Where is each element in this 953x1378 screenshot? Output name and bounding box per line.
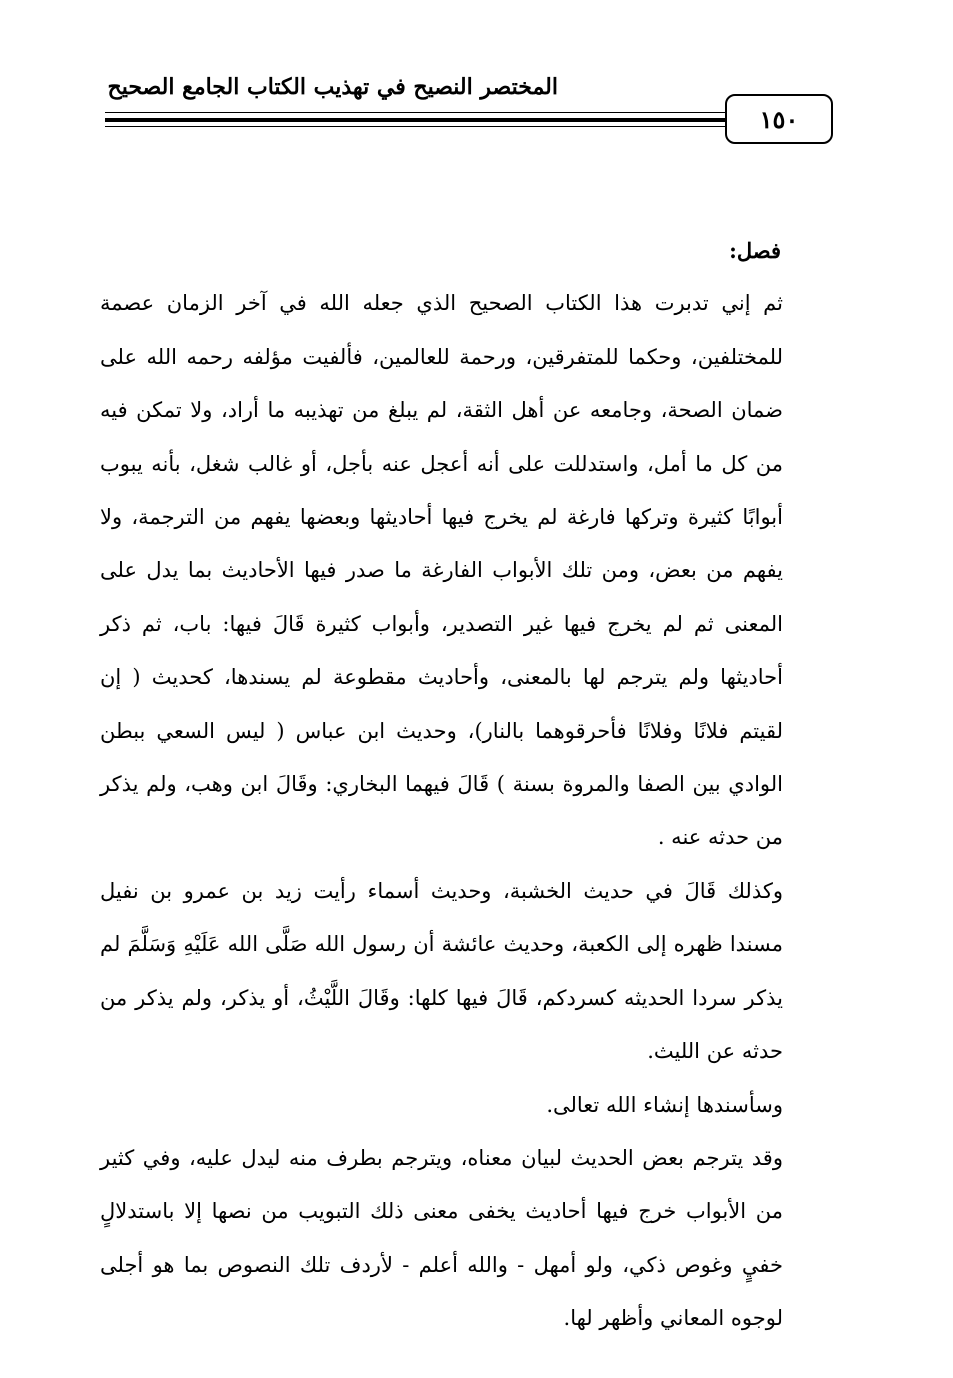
page-header [105, 64, 835, 154]
section-heading: فصل: [729, 238, 781, 263]
paragraph-1: ثم إني تدبرت هذا الكتاب الصحيح الذي جعله الله في آخر الزمان عصمة للمختلفين، وحكما للمتفرقين، ورحمة للعالمين، فألفيت مؤلفه رحمه الله على ضمان الصحة، وجامعه عن أهل الثقة، لم يبلغ من تهذيبه ما أراد، ولا تمكن فيه من كل ما أمل، واستدللت على أنه أعجل عنه بأجل، أو غالب شغل، بأنه يبوب أبوابًا كثيرة وتركها فارغة لم يخرج فيها أحاديثها وبعضها يفهم من الترجمة، ولا يفهم من بعض، ومن تلك الأبواب الفارغة ما صدر فيها الأحاديث بما يدل على المعنى ثم لم يخرج فيها غير التصدير، وأبواب كثيرة قَالَ فيها: باب، ثم ذكر أحاديثها ولم يترجم لها بالمعنى، وأحاديث مقطوعة لم يسندها، كحديث ( إن لقيتم فلانًا وفلانًا فأحرقوهما بالنار)، وحديث ابن عباس ( ليس السعي ببطن الوادي بين الصفا والمروة بسنة ) قَالَ فيهما البخاري: وقَالَ ابن وهب، ولم يذكر من حدثه عنه . [100, 291, 783, 850]
paragraph-4: وقد يترجم بعض الحديث لبيان معناه، ويترجم بطرف منه ليدل عليه، وفي كثير من الأبواب خرج فيها أحاديث يخفى معنى ذلك التبويب من نصها إلا باستدلالٍ خفيٍ وغوص ذكي، ولو أمهل - والله أعلم - لأردف تلك النصوص بما هو أجلى لوجوه المعاني وأظهر لها. [100, 1145, 783, 1331]
header-rule-thick [105, 118, 725, 122]
header-rule-bottom [105, 126, 725, 127]
paragraph-2: وكذلك قَالَ في حديث الخشبة، وحديث أسماء رأيت زيد بن عمرو بن نفيل مسندا ظهره إلى الكعبة، وحديث عائشة أن رسول الله صَلَّى الله عَلَيْهِ وَسَلَّمَ لم يذكر سردا الحديثه كسردكم، قَالَ فيها كلها: وقَالَ اللَّيْثُ، أو يذكر، ولم يذكر من حدثه عن الليث. [100, 878, 783, 1064]
running-title: المختصر النصيح في تهذيب الكتاب الجامع الصحيح [107, 74, 558, 100]
header-rule-top [105, 112, 725, 113]
page-body [100, 224, 835, 1346]
page-number: ١٥٠ [725, 94, 833, 144]
paragraph-3: وسأسندها إنشاء الله تعالى. [546, 1092, 783, 1117]
